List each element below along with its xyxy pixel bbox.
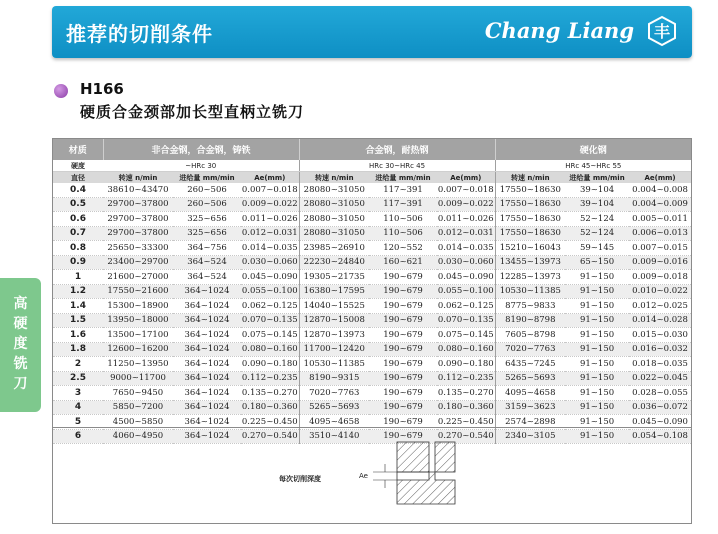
value-cell: 23985~26910 (299, 241, 369, 256)
value-cell: 0.009~0.022 (437, 197, 495, 212)
group-header: 合金钢，耐热钢 (299, 139, 495, 160)
value-cell: 0.009~0.022 (241, 197, 299, 212)
value-cell: 21600~27000 (103, 270, 173, 285)
value-cell: 91~150 (565, 328, 629, 343)
diameter-cell: 1.4 (53, 299, 103, 314)
value-cell: 0.005~0.011 (629, 212, 691, 227)
diameter-cell: 2.5 (53, 371, 103, 386)
value-cell: 91~150 (565, 357, 629, 372)
value-cell: 160~621 (369, 255, 437, 270)
value-cell: 28080~31050 (299, 197, 369, 212)
value-cell: 364~1024 (173, 357, 241, 372)
table-row (53, 255, 691, 270)
value-cell: 29700~37800 (103, 226, 173, 241)
value-cell: 0.036~0.072 (629, 400, 691, 415)
value-cell: 13455~13973 (495, 255, 565, 270)
value-cell: 0.007~0.015 (629, 241, 691, 256)
value-cell: 7020~7763 (299, 386, 369, 401)
value-cell: 3159~3623 (495, 400, 565, 415)
value-cell: 0.022~0.045 (629, 371, 691, 386)
value-cell: 0.015~0.030 (629, 328, 691, 343)
sub-header: 转速 n/min (103, 172, 173, 184)
value-cell: 22230~24840 (299, 255, 369, 270)
value-cell: 364~524 (173, 255, 241, 270)
value-cell: 7650~9450 (103, 386, 173, 401)
diameter-cell: 0.7 (53, 226, 103, 241)
side-tab-char: 度 (13, 336, 28, 352)
diameter-cell: 0.5 (53, 197, 103, 212)
value-cell: 190~679 (369, 386, 437, 401)
value-cell: 0.007~0.018 (437, 183, 495, 197)
value-cell: 4095~4658 (495, 386, 565, 401)
value-cell: 91~150 (565, 299, 629, 314)
value-cell: 17550~18630 (495, 226, 565, 241)
corner-diameter-label: 直径 (53, 172, 103, 184)
sub-header: 转速 n/min (495, 172, 565, 184)
value-cell: 0.011~0.026 (437, 212, 495, 227)
table-row (53, 284, 691, 299)
sub-header: 进给量 mm/min (565, 172, 629, 184)
sub-header: Ae(mm) (437, 172, 495, 184)
value-cell: 4500~5850 (103, 415, 173, 430)
value-cell: 0.270~0.540 (437, 429, 495, 444)
value-cell: 364~1024 (173, 328, 241, 343)
corner-material-label: 材质 (53, 139, 103, 160)
side-tab-char: 刀 (13, 376, 28, 392)
logo-glyph: 丰 (653, 22, 671, 41)
value-cell: 0.012~0.031 (241, 226, 299, 241)
value-cell: 52~124 (565, 226, 629, 241)
value-cell: 0.090~0.180 (437, 357, 495, 372)
diameter-cell: 0.8 (53, 241, 103, 256)
value-cell: 29700~37800 (103, 212, 173, 227)
side-tab-char: 硬 (13, 316, 28, 332)
value-cell: 110~506 (369, 226, 437, 241)
value-cell: 364~1024 (173, 400, 241, 415)
value-cell: 0.062~0.125 (241, 299, 299, 314)
value-cell: 91~150 (565, 429, 629, 444)
value-cell: 364~1024 (173, 429, 241, 444)
table-row (53, 328, 691, 343)
value-cell: 117~391 (369, 183, 437, 197)
diameter-cell: 2 (53, 357, 103, 372)
product-model: H166 (80, 80, 124, 98)
table-row (53, 226, 691, 241)
value-cell: 0.135~0.270 (437, 386, 495, 401)
value-cell: 5265~5693 (299, 400, 369, 415)
value-cell: 0.012~0.031 (437, 226, 495, 241)
diameter-cell: 3 (53, 386, 103, 401)
value-cell: 190~679 (369, 284, 437, 299)
banner-title: 推荐的切削条件 (66, 22, 213, 46)
value-cell: 364~756 (173, 241, 241, 256)
value-cell: 2340~3105 (495, 429, 565, 444)
value-cell: 364~1024 (173, 299, 241, 314)
value-cell: 8190~9315 (299, 371, 369, 386)
brand-logo-icon (646, 15, 678, 47)
value-cell: 16380~17595 (299, 284, 369, 299)
value-cell: 8190~8798 (495, 313, 565, 328)
value-cell: 91~150 (565, 371, 629, 386)
diagram-label: 每次切削深度 (279, 475, 321, 483)
value-cell: 0.014~0.035 (241, 241, 299, 256)
value-cell: 17550~18630 (495, 197, 565, 212)
value-cell: 91~150 (565, 386, 629, 401)
diameter-cell: 1.5 (53, 313, 103, 328)
value-cell: 0.014~0.028 (629, 313, 691, 328)
value-cell: 28080~31050 (299, 183, 369, 197)
value-cell: 15210~16043 (495, 241, 565, 256)
table-row (53, 241, 691, 256)
value-cell: 91~150 (565, 400, 629, 415)
value-cell: 0.030~0.060 (437, 255, 495, 270)
table-row (53, 197, 691, 212)
value-cell: 17550~18630 (495, 183, 565, 197)
value-cell: 260~506 (173, 197, 241, 212)
value-cell: 23400~29700 (103, 255, 173, 270)
value-cell: 5265~5693 (495, 371, 565, 386)
value-cell: 0.075~0.145 (241, 328, 299, 343)
table-row (53, 270, 691, 285)
value-cell: 0.007~0.018 (241, 183, 299, 197)
value-cell: 0.004~0.008 (629, 183, 691, 197)
value-cell: 0.180~0.360 (437, 400, 495, 415)
value-cell: 0.062~0.125 (437, 299, 495, 314)
group-hardness: ~HRc 30 (103, 160, 299, 172)
diameter-cell: 5 (53, 415, 103, 430)
value-cell: 0.055~0.100 (437, 284, 495, 299)
value-cell: 11700~12420 (299, 342, 369, 357)
value-cell: 190~679 (369, 313, 437, 328)
side-category-tab (0, 278, 41, 412)
sub-header: 进给量 mm/min (369, 172, 437, 184)
value-cell: 12285~13973 (495, 270, 565, 285)
value-cell: 120~552 (369, 241, 437, 256)
diameter-cell: 0.4 (53, 183, 103, 197)
value-cell: 29700~37800 (103, 197, 173, 212)
value-cell: 39~104 (565, 197, 629, 212)
value-cell: 12870~13973 (299, 328, 369, 343)
value-cell: 17550~18630 (495, 212, 565, 227)
value-cell: 13950~18000 (103, 313, 173, 328)
value-cell: 14040~15525 (299, 299, 369, 314)
corner-hardness-label: 硬度 (53, 160, 103, 172)
value-cell: 9000~11700 (103, 371, 173, 386)
diameter-cell: 1.2 (53, 284, 103, 299)
table-row (53, 299, 691, 314)
value-cell: 0.028~0.055 (629, 386, 691, 401)
value-cell: 7605~8798 (495, 328, 565, 343)
brand-name: Chang Liang (484, 18, 634, 43)
sub-header: Ae(mm) (629, 172, 691, 184)
bullet-icon (54, 84, 68, 98)
value-cell: 28080~31050 (299, 226, 369, 241)
table-row (53, 313, 691, 328)
group-header: 非合金钢，合金钢，铸铁 (103, 139, 299, 160)
value-cell: 5850~7200 (103, 400, 173, 415)
diameter-cell: 1 (53, 270, 103, 285)
group-header: 硬化钢 (495, 139, 691, 160)
value-cell: 17550~21600 (103, 284, 173, 299)
value-cell: 8775~9833 (495, 299, 565, 314)
value-cell: 190~679 (369, 429, 437, 444)
value-cell: 190~679 (369, 400, 437, 415)
value-cell: 28080~31050 (299, 212, 369, 227)
value-cell: 0.180~0.360 (241, 400, 299, 415)
value-cell: 0.045~0.090 (437, 270, 495, 285)
ae-label: Ae (359, 472, 368, 480)
value-cell: 0.012~0.025 (629, 299, 691, 314)
cutting-conditions-table (52, 138, 692, 524)
value-cell: 0.009~0.016 (629, 255, 691, 270)
value-cell: 39~104 (565, 183, 629, 197)
value-cell: 190~679 (369, 415, 437, 430)
value-cell: 190~679 (369, 299, 437, 314)
value-cell: 6435~7245 (495, 357, 565, 372)
table-row (53, 212, 691, 227)
value-cell: 2574~2898 (495, 415, 565, 430)
value-cell: 10530~11385 (299, 357, 369, 372)
value-cell: 0.112~0.235 (437, 371, 495, 386)
value-cell: 364~524 (173, 270, 241, 285)
value-cell: 190~679 (369, 270, 437, 285)
value-cell: 0.070~0.135 (437, 313, 495, 328)
value-cell: 91~150 (565, 342, 629, 357)
value-cell: 110~506 (369, 212, 437, 227)
table-row (53, 386, 691, 401)
value-cell: 0.045~0.090 (629, 415, 691, 430)
value-cell: 15300~18900 (103, 299, 173, 314)
value-cell: 190~679 (369, 328, 437, 343)
value-cell: 52~124 (565, 212, 629, 227)
value-cell: 364~1024 (173, 342, 241, 357)
value-cell: 4060~4950 (103, 429, 173, 444)
value-cell: 325~656 (173, 226, 241, 241)
value-cell: 0.011~0.026 (241, 212, 299, 227)
diameter-cell: 1.8 (53, 342, 103, 357)
value-cell: 11250~13950 (103, 357, 173, 372)
sub-header: Ae(mm) (241, 172, 299, 184)
value-cell: 38610~43470 (103, 183, 173, 197)
table-row (53, 371, 691, 386)
value-cell: 91~150 (565, 313, 629, 328)
diameter-cell: 1.6 (53, 328, 103, 343)
cut-depth-drawing (355, 434, 465, 514)
value-cell: 0.045~0.090 (241, 270, 299, 285)
table-row (53, 183, 691, 197)
value-cell: 117~391 (369, 197, 437, 212)
group-hardness: HRc 30~HRc 45 (299, 160, 495, 172)
value-cell: 0.030~0.060 (241, 255, 299, 270)
value-cell: 0.135~0.270 (241, 386, 299, 401)
value-cell: 91~150 (565, 415, 629, 430)
value-cell: 19305~21735 (299, 270, 369, 285)
value-cell: 190~679 (369, 371, 437, 386)
product-name: 硬质合金颈部加长型直柄立铣刀 (80, 103, 305, 121)
value-cell: 4095~4658 (299, 415, 369, 430)
diameter-cell: 4 (53, 400, 103, 415)
value-cell: 91~150 (565, 284, 629, 299)
value-cell: 7020~7763 (495, 342, 565, 357)
table-row (53, 357, 691, 372)
value-cell: 3510~4140 (299, 429, 369, 444)
value-cell: 0.070~0.135 (241, 313, 299, 328)
value-cell: 0.075~0.145 (437, 328, 495, 343)
diameter-cell: 0.6 (53, 212, 103, 227)
value-cell: 0.054~0.108 (629, 429, 691, 444)
value-cell: 190~679 (369, 342, 437, 357)
value-cell: 0.016~0.032 (629, 342, 691, 357)
table-row (53, 342, 691, 357)
value-cell: 364~1024 (173, 284, 241, 299)
value-cell: 0.090~0.180 (241, 357, 299, 372)
sub-header: 转速 n/min (299, 172, 369, 184)
value-cell: 364~1024 (173, 313, 241, 328)
diameter-cell: 0.9 (53, 255, 103, 270)
group-hardness: HRc 45~HRc 55 (495, 160, 691, 172)
value-cell: 0.010~0.022 (629, 284, 691, 299)
value-cell: 0.270~0.540 (241, 429, 299, 444)
side-tab-char: 高 (13, 296, 28, 312)
value-cell: 0.080~0.160 (241, 342, 299, 357)
value-cell: 59~145 (565, 241, 629, 256)
value-cell: 190~679 (369, 357, 437, 372)
side-tab-char: 铣 (13, 356, 28, 372)
value-cell: 0.006~0.013 (629, 226, 691, 241)
value-cell: 0.225~0.450 (437, 415, 495, 430)
value-cell: 0.080~0.160 (437, 342, 495, 357)
value-cell: 0.018~0.035 (629, 357, 691, 372)
value-cell: 12600~16200 (103, 342, 173, 357)
cut-depth-diagram (53, 427, 691, 524)
value-cell: 65~150 (565, 255, 629, 270)
value-cell: 0.225~0.450 (241, 415, 299, 430)
sub-header: 进给量 mm/min (173, 172, 241, 184)
value-cell: 0.112~0.235 (241, 371, 299, 386)
value-cell: 0.004~0.009 (629, 197, 691, 212)
header-banner (52, 6, 692, 58)
value-cell: 0.009~0.018 (629, 270, 691, 285)
value-cell: 25650~33300 (103, 241, 173, 256)
table-row (53, 400, 691, 415)
value-cell: 325~656 (173, 212, 241, 227)
value-cell: 0.014~0.035 (437, 241, 495, 256)
value-cell: 10530~11385 (495, 284, 565, 299)
value-cell: 364~1024 (173, 415, 241, 430)
value-cell: 364~1024 (173, 371, 241, 386)
value-cell: 364~1024 (173, 386, 241, 401)
value-cell: 260~506 (173, 183, 241, 197)
diameter-cell: 6 (53, 429, 103, 444)
table-body (53, 183, 691, 444)
value-cell: 0.055~0.100 (241, 284, 299, 299)
value-cell: 13500~17100 (103, 328, 173, 343)
value-cell: 91~150 (565, 270, 629, 285)
value-cell: 12870~15008 (299, 313, 369, 328)
